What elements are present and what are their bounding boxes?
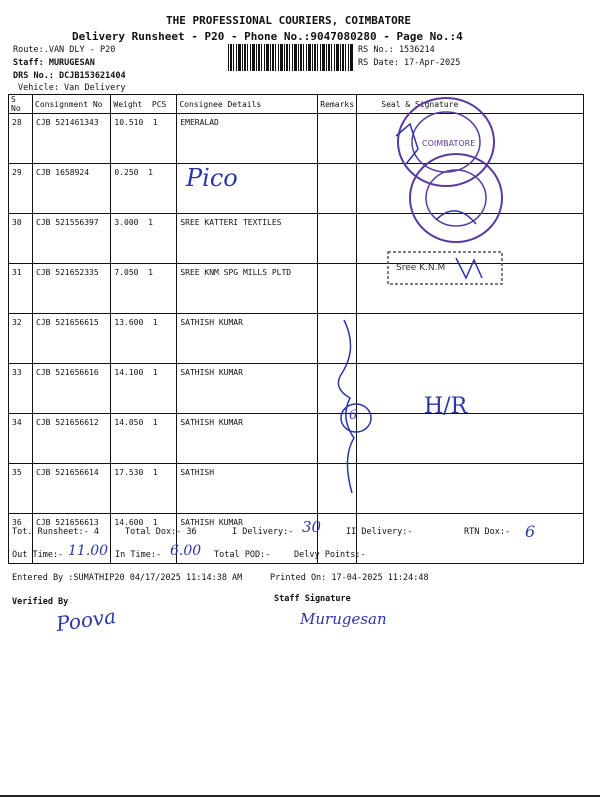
row-weight: 14.600 [114, 518, 144, 527]
col-weight-pcs [111, 95, 177, 114]
row-weight: 14.100 [114, 368, 144, 377]
row-weight-pcs [111, 114, 177, 164]
handwritten-pico: Pico [186, 164, 238, 192]
row-consignment: CJB 521461343 [33, 114, 111, 164]
row-pcs: 1 [152, 518, 158, 527]
row-weight-pcs [111, 464, 177, 514]
row-weight: 17.530 [114, 468, 144, 477]
verified-signature: Poova [54, 603, 118, 637]
col-seal-label: Seal & Signature [381, 99, 459, 109]
row-sno: 30 [9, 214, 33, 264]
page-bottom-edge [0, 795, 600, 797]
row-weight-pcs [111, 414, 177, 464]
col-pcs: PCS [151, 99, 167, 109]
rtn-dox-label: RTN Dox:- [464, 527, 511, 537]
seal-stamp-2 [406, 150, 506, 246]
col-consignee: Consignee Details [177, 95, 318, 114]
row-seal [357, 514, 584, 564]
col-remarks: Remarks [318, 95, 357, 114]
row-consignee: SREE KATTERI TEXTILES [177, 214, 318, 264]
stamp-3-text: Sree K.N.M [396, 263, 446, 273]
row-remarks [318, 164, 357, 214]
row-consignee: SATHISH [177, 464, 318, 514]
row-pcs: 1 [152, 418, 158, 427]
rtn-dox-value: 6 [525, 522, 536, 541]
row-pcs: 1 [148, 218, 153, 227]
row-consignment: CJB 521656616 [33, 364, 111, 414]
i-delivery-label: I Delivery:- [232, 527, 294, 537]
verified-by-label: Verified By [12, 597, 69, 607]
col-weight: Weight [113, 99, 143, 109]
row-consignee: SATHISH KUMAR [177, 314, 318, 364]
drs-label: DRS No.: DCJB153621404 [13, 71, 126, 81]
runsheet-subtitle: Delivery Runsheet - P20 - Phone No.:9047080280 - Page No.:4 [72, 30, 463, 43]
row-weight-pcs [111, 364, 177, 414]
row-consignment: CJB 521652335 [33, 264, 111, 314]
row-sno: 36 [9, 514, 33, 564]
row-sno: 34 [9, 414, 33, 464]
row-weight: 10.510 [114, 118, 144, 127]
row-seal [357, 414, 584, 464]
row-weight: 7.050 [114, 268, 139, 277]
row-consignee: EMERALAD [177, 114, 318, 164]
row-consignment: CJB 521556397 [33, 214, 111, 264]
row-pcs: 1 [148, 268, 153, 277]
rs-date: RS Date: 17-Apr-2025 [358, 58, 461, 68]
staff-signature-label: Staff Signature [274, 594, 351, 604]
rs-number: RS No.: 1536214 [358, 45, 435, 55]
in-time-value: 6.00 [170, 543, 202, 559]
handwritten-hr: H/R [424, 394, 468, 419]
row-consignment: CJB 521656612 [33, 414, 111, 464]
row-consignee: SREE KNM SPG MILLS PLTD [177, 264, 318, 314]
row-pcs: 1 [148, 168, 153, 177]
col-sno: S No [9, 95, 33, 114]
row-remarks [318, 214, 357, 264]
row-weight-pcs [111, 314, 177, 364]
stamp-1-text: COIMBATORE [422, 139, 476, 148]
row-consignment: CJB 521656613 [33, 514, 111, 564]
row-sno: 31 [9, 264, 33, 314]
seal-stamp-3 [386, 248, 506, 290]
col-consignment: Consignment No [33, 95, 111, 114]
row-seal [357, 464, 584, 514]
row-consignee: SATHISH KUMAR [177, 414, 318, 464]
row-weight: 0.250 [114, 168, 139, 177]
table-row [9, 364, 584, 414]
ii-delivery-label: II Delivery:- [346, 527, 413, 537]
row-weight-pcs [111, 214, 177, 264]
row-seal [357, 364, 584, 414]
row-consignment: CJB 1658924 [33, 164, 111, 214]
row-sno: 32 [9, 314, 33, 364]
row-consignment: CJB 521656615 [33, 314, 111, 364]
barcode-image [228, 44, 353, 71]
in-time-label: In Time:- [115, 550, 162, 560]
vehicle-label: Vehicle: Van Delivery [18, 83, 126, 93]
row-consignment: CJB 521656614 [33, 464, 111, 514]
row-pcs: 1 [152, 118, 158, 127]
table-row [9, 314, 584, 364]
out-time-label: Out Time:- [12, 550, 64, 560]
tot-runsheet: Tot. Runsheet:- 4 [12, 527, 99, 537]
staff-signature: Murugesan [300, 610, 387, 628]
entered-by: Entered By :SUMATHIP20 04/17/2025 11:14:38 AM [12, 573, 243, 583]
row-weight: 3.000 [114, 218, 139, 227]
row-weight: 14.050 [114, 418, 144, 427]
printed-on: Printed On: 17-04-2025 11:24:48 [270, 573, 429, 583]
row-pcs: 1 [152, 468, 158, 477]
total-dox: Total Dox:- 36 [125, 527, 197, 537]
row-pcs: 1 [152, 368, 158, 377]
company-title: THE PROFESSIONAL COURIERS, COIMBATORE [166, 14, 412, 27]
row-sno: 28 [9, 114, 33, 164]
row-remarks [318, 264, 357, 314]
row-sno: 33 [9, 364, 33, 414]
route-label: Route:.VAN DLY - P20 [13, 45, 116, 55]
table-row [9, 464, 584, 514]
row-consignee: SATHISH KUMAR [177, 364, 318, 414]
delvy-points-label: Delvy Points:- [294, 550, 366, 560]
staff-label: Staff: MURUGESAN [13, 58, 95, 68]
total-pod-label: Total POD:- [214, 550, 271, 560]
row-remarks [318, 114, 357, 164]
row-consignee: SATHISH KUMAR [177, 514, 318, 564]
row-seal [357, 314, 584, 364]
row-weight-pcs [111, 164, 177, 214]
i-delivery-value: 30 [302, 518, 322, 536]
row-sno: 35 [9, 464, 33, 514]
row-weight: 13.600 [114, 318, 144, 327]
table-row [9, 414, 584, 464]
row-sno: 29 [9, 164, 33, 214]
handwritten-circled-number: 6 [349, 408, 358, 423]
out-time-value: 11.00 [68, 543, 109, 559]
row-weight-pcs [111, 264, 177, 314]
row-pcs: 1 [152, 318, 158, 327]
